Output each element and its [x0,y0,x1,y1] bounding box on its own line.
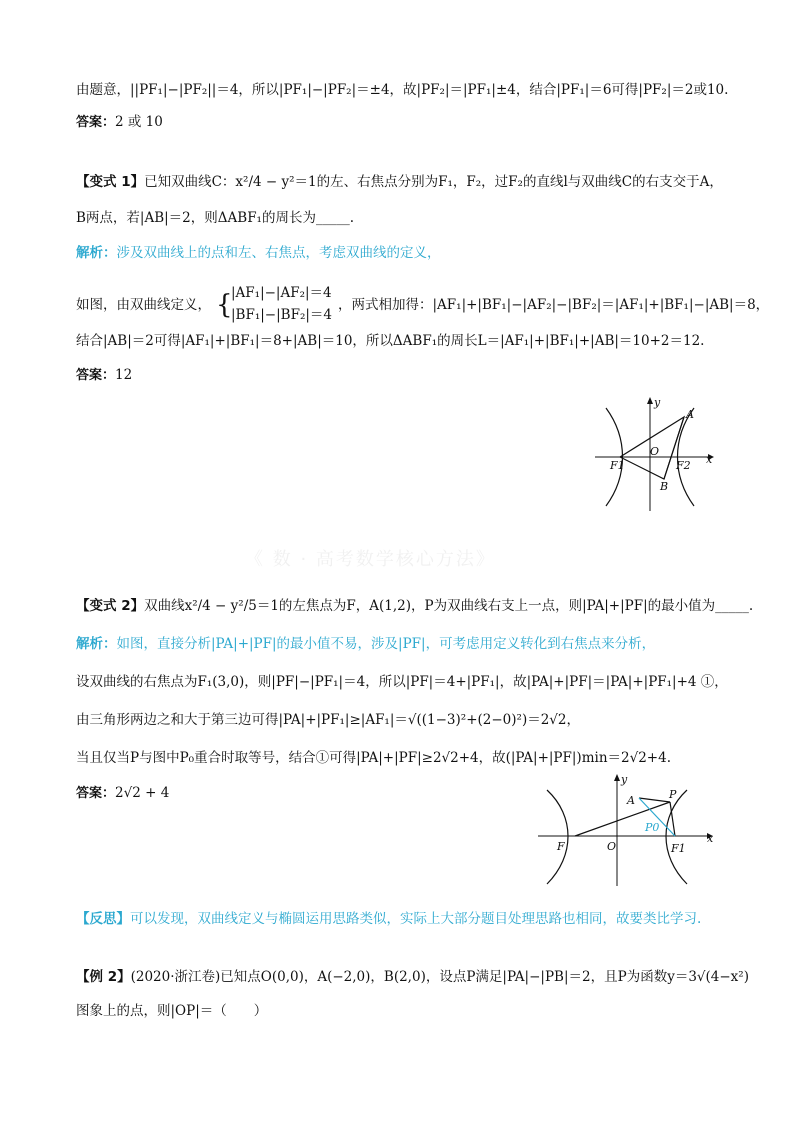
system-line-2: |BF₁|−|BF₂|＝4 [231,307,332,323]
analysis-text: 如图，直接分析|PA|+|PF|的最小值不易，涉及|PF|，可考虑用定义转化到右焦点来分析， [116,636,656,652]
watermark: 《 数 · 高考数学核心方法》 [245,549,496,570]
variant2-step2: 由三角形两边之和大于第三边可得|PA|+|PF₁|≥|AF₁|＝√((1−3)²+(2−0)²)＝2√2， [76,712,580,728]
reflection [76,909,701,929]
label-a: A [627,794,635,807]
variant2-step3: 当且仅当P与图中P₀重合时取等号，结合①可得|PA|+|PF|≥2√2+4，故(|PA|+|PF|)min＝2√2+4. [76,750,671,766]
step1-suffix: ，两式相加得：|AF₁|+|BF₁|−|AF₂|−|BF₂|＝|AF₁|+|BF₁|−|AB|＝8， [338,297,770,313]
label-f: F [557,840,565,853]
system-brace: { [216,290,233,320]
variant2-question [76,596,753,616]
label-x: x [706,453,713,466]
label-f2: F2 [676,459,691,472]
label-y: y [654,396,661,409]
example2-line-1 [76,967,749,987]
label-p0: P0 [645,821,660,834]
variant1-step2: 结合|AB|＝2可得|AF₁|+|BF₁|＝8+|AB|＝10，所以ΔABF₁的周长L＝|AF₁|+|BF₁|+|AB|＝10+2＝12. [76,333,705,349]
analysis-label: 解析： [76,245,117,261]
intro-line: 由题意，||PF₁|−|PF₂||＝4，所以|PF₁|−|PF₂|＝±4，故|PF₂|＝|PF₁|±4，结合|PF₁|＝6可得|PF₂|＝2或10. [76,82,729,98]
line-pa [639,798,670,802]
variant1-figure [590,393,720,518]
label-p: P [669,788,677,801]
y-axis-arrow [614,774,620,781]
reflection-title: 【反思】 [76,911,130,927]
example2-text-1: (2020·浙江卷)已知点O(0,0)，A(−2,0)，B(2,0)，设点P满足|PA|−|PB|＝2，且P为函数y＝3√(4−x²) [130,969,749,985]
variant1-analysis [76,243,441,263]
step1-prefix: 如图，由双曲线定义， [76,297,211,313]
label-x: x [707,832,714,845]
y-axis-arrow [647,397,653,404]
analysis-text: 涉及双曲线上的点和左、右焦点，考虑双曲线的定义， [116,245,441,261]
answer-value: 2√2 + 4 [115,785,170,801]
variant2-analysis [76,634,655,654]
answer-label: 答案： [76,368,116,383]
example2-line-2: 图象上的点，则|OP|＝（ ） [76,1003,268,1019]
left-branch [547,790,568,884]
label-o: O [607,840,617,853]
system-line-1: |AF₁|−|AF₂|＝4 [231,285,332,301]
variant1-question-2: B两点，若|AB|＝2，则ΔABF₁的周长为_____. [76,210,355,226]
label-o: O [650,445,660,458]
answer-value: 12 [115,367,133,383]
variant2-figure [535,770,725,890]
right-branch [666,790,687,884]
label-b: B [660,480,669,493]
variant1-title: 【变式 1】 [76,174,145,190]
intro-answer [76,112,163,133]
variant2-title: 【变式 2】 [76,598,145,614]
reflection-text: 可以发现，双曲线定义与椭圆运用思路类似，实际上大部分题目处理思路也相同，故要类比学习. [130,911,702,927]
label-f1: F1 [610,459,625,472]
variant2-question-text: 双曲线x²/4 − y²/5＝1的左焦点为F，A(1,2)，P为双曲线右支上一点，则|PA|+|PF|的最小值为_____. [144,598,754,614]
label-f1: F1 [671,842,686,855]
answer-label: 答案： [76,115,116,130]
label-a: A [686,408,694,421]
label-y: y [621,773,628,786]
variant1-answer [76,365,132,386]
answer-value: 2 或 10 [115,114,163,130]
variant1-question-1 [76,172,723,192]
variant2-step1: 设双曲线的右焦点为F₁(3,0)，则|PF|−|PF₁|＝4，所以|PF|＝4+|PF₁|，故|PA|+|PF|＝|PA|+|PF₁|+4 ①， [76,674,728,690]
variant1-question-text-1: 已知双曲线C：x²/4 − y²＝1的左、右焦点分别为F₁，F₂，过F₂的直线l与双曲线C的右支交于A， [144,174,723,190]
variant2-answer [76,783,169,804]
example2-title: 【例 2】 [76,969,131,985]
answer-label: 答案： [76,786,116,801]
analysis-label: 解析： [76,636,117,652]
